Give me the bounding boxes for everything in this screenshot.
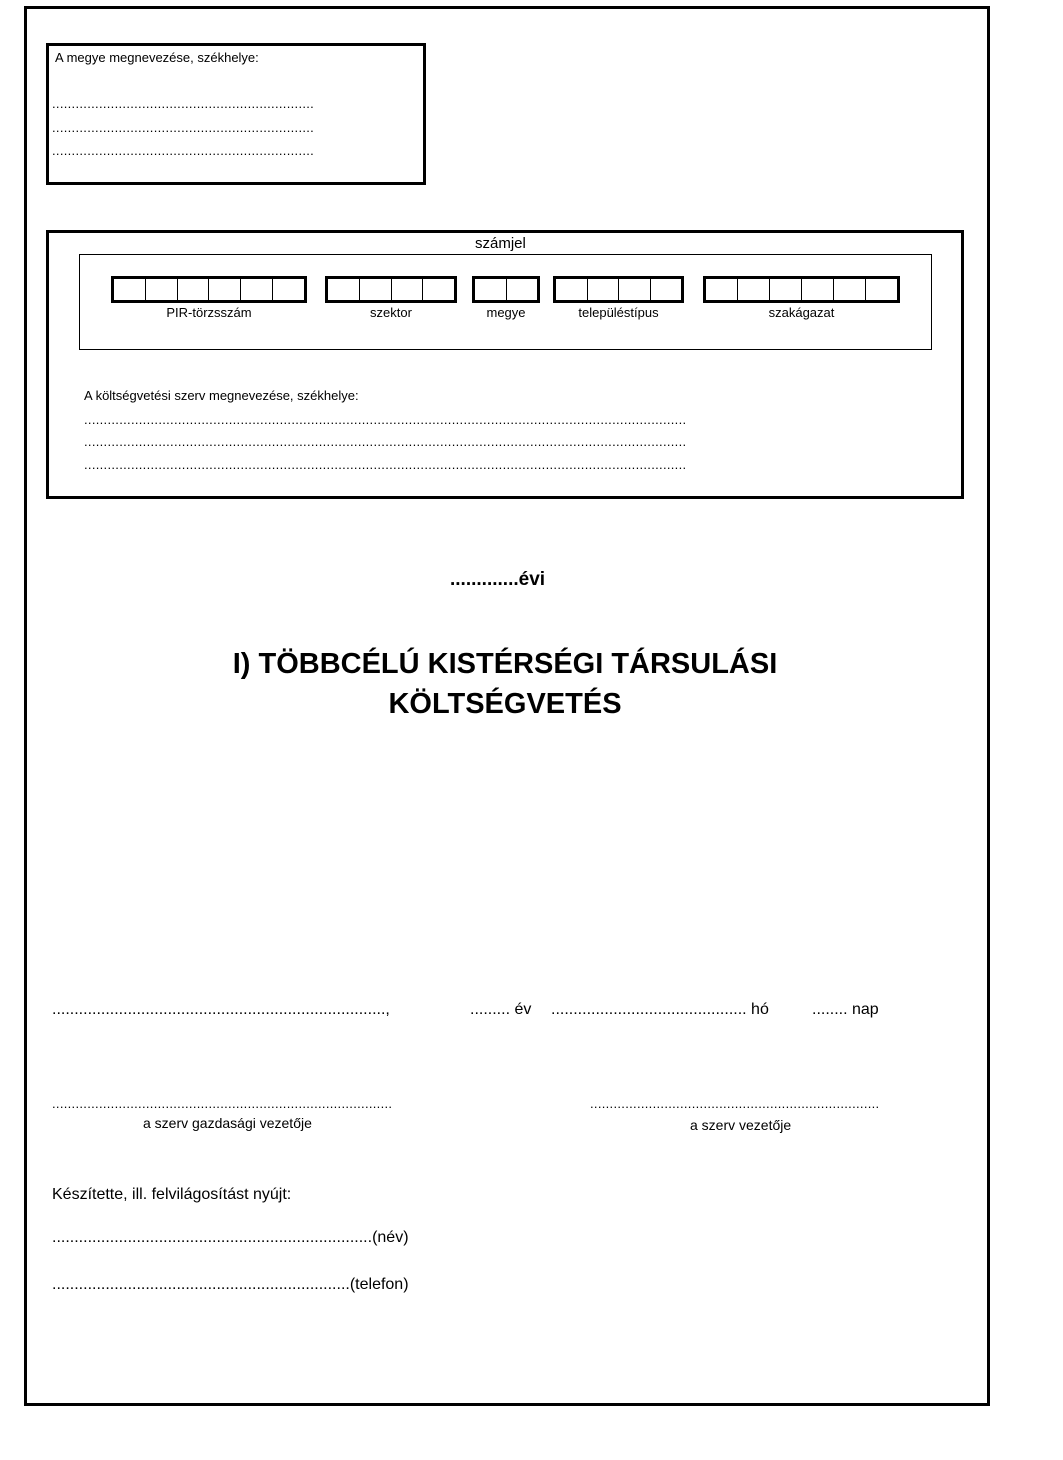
place-field[interactable]: ..........................................................................., <box>52 1001 390 1018</box>
code-cell[interactable] <box>360 279 392 300</box>
code-cell[interactable] <box>866 279 897 300</box>
settlement-type-cells[interactable] <box>553 276 684 303</box>
org-label: A költségvetési szerv megnevezése, székhelye: <box>84 388 359 403</box>
economic-leader-signature-line[interactable]: ....................................................................................... <box>52 1096 393 1111</box>
prepared-by-label: Készítette, ill. felvilágosítást nyújt: <box>52 1186 292 1203</box>
name-field[interactable]: ........................................................................(név) <box>52 1229 409 1246</box>
day-field[interactable]: ........ nap <box>812 1001 879 1018</box>
code-cell[interactable] <box>556 279 588 300</box>
code-cell[interactable] <box>588 279 620 300</box>
county-line-1[interactable]: ................................................................... <box>52 96 315 111</box>
economic-leader-label: a szerv gazdasági vezetője <box>143 1115 312 1131</box>
document-title-line-1: I) TÖBBCÉLÚ KISTÉRSÉGI TÁRSULÁSI <box>232 648 778 680</box>
code-cell[interactable] <box>241 279 273 300</box>
org-line-3[interactable]: .......................................................................................................................................................... <box>84 457 687 472</box>
pir-cells[interactable] <box>111 276 307 303</box>
code-cell[interactable] <box>475 279 507 300</box>
county-label: A megye megnevezése, székhelye: <box>55 50 259 65</box>
sector-label: szektor <box>370 305 412 320</box>
settlement-type-label: településtípus <box>578 305 659 320</box>
code-cell[interactable] <box>770 279 802 300</box>
code-cell[interactable] <box>273 279 304 300</box>
year-field[interactable]: .............évi <box>450 569 546 590</box>
leader-signature-line[interactable]: .......................................................................... <box>590 1096 880 1111</box>
code-cell[interactable] <box>706 279 738 300</box>
county-line-2[interactable]: ................................................................... <box>52 120 315 135</box>
sector-cells[interactable] <box>325 276 457 303</box>
branch-label: szakágazat <box>768 305 835 320</box>
pir-label: PIR-törzsszám <box>166 305 252 320</box>
code-cell[interactable] <box>738 279 770 300</box>
code-cell[interactable] <box>392 279 424 300</box>
code-cell[interactable] <box>209 279 241 300</box>
code-cell[interactable] <box>328 279 360 300</box>
year-day-field[interactable]: ......... év <box>470 1001 532 1018</box>
code-cell[interactable] <box>507 279 538 300</box>
document-title-line-2: KÖLTSÉGVETÉS <box>388 688 622 720</box>
szamjel-title: számjel <box>475 235 526 252</box>
county-cells[interactable] <box>472 276 540 303</box>
code-cell[interactable] <box>619 279 651 300</box>
code-cell[interactable] <box>423 279 454 300</box>
month-field[interactable]: ............................................ hó <box>551 1001 769 1018</box>
county-code-label: megye <box>486 305 526 320</box>
org-line-1[interactable]: .......................................................................................................................................................... <box>84 412 687 427</box>
branch-cells[interactable] <box>703 276 900 303</box>
code-cell[interactable] <box>178 279 210 300</box>
phone-field[interactable]: ...................................................................(telefon) <box>52 1276 409 1293</box>
code-cell[interactable] <box>114 279 146 300</box>
code-cell[interactable] <box>802 279 834 300</box>
leader-label: a szerv vezetője <box>690 1117 792 1133</box>
code-cell[interactable] <box>146 279 178 300</box>
code-cell[interactable] <box>651 279 682 300</box>
code-cell[interactable] <box>834 279 866 300</box>
org-line-2[interactable]: .......................................................................................................................................................... <box>84 434 687 449</box>
county-line-3[interactable]: ................................................................... <box>52 143 315 158</box>
